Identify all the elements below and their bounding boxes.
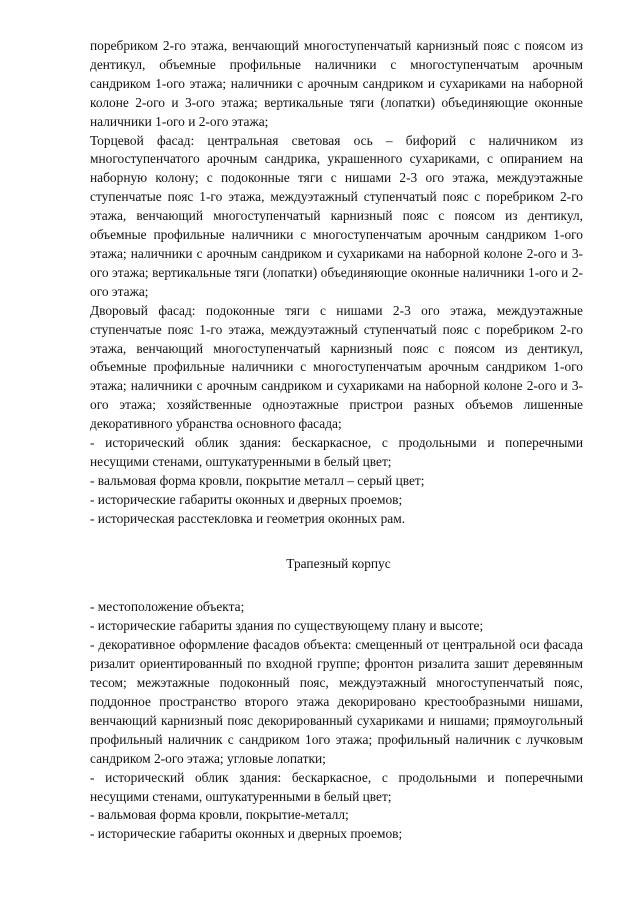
paragraph-main-facade-continuation: поребриком 2-го этажа, венчающий многоступенчатый карнизный пояс с поясом из дентикул, объемные профильные наличники с многоступенчатым арочным сандриком 1-ого этажа; наличники с арочным сандриком и сухариками на наборной колоне 2-ого и 3-ого этажа; вертикальные тяги (лопатки) объединяющие оконные наличники 1-ого и 2-ого этажа; [90,38,583,129]
list-item-historic-appearance: - исторический облик здания: бескаркасное, с продольными и поперечными несущими стенами, оштукатуренными в белый цвет; [90,435,583,469]
list-item-roof-form: - вальмовая форма кровли, покрытие металл – серый цвет; [90,472,425,488]
paragraph-courtyard-facade: Дворовый фасад: подоконные тяги с нишами 2-3 ого этажа, междуэтажные ступенчатые пояс 1-го этажа, междуэтажный ступенчатый пояс с поребриком 2-го этажа, венчающий многоступенчатый карнизный пояс с поясом из дентикул, объемные профильные наличники с многоступенчатым арочным сандриком 1-ого этажа; наличники с арочным сандриком и сухариками на наборной колоне 2-ого и 3-ого этажа; хозяйственные одноэтажные пристрои разных объемов лишенные декоративного убранства основного фасада; [90,302,583,432]
list-item-historic-appearance-refectory: - исторический облик здания: бескаркасное, с продольными и поперечными несущими стенами, оштукатуренными в белый цвет; [90,769,583,804]
list-item-building-dimensions: - исторические габариты здания по существующему плану и высоте; [90,618,484,634]
list-item-facade-decoration: - декоративное оформление фасадов объекта: смещенный от центральной оси фасада ризалит ориентированный по входной группе; фронтон ризалита зашит деревянным тесом; межэтажные подоконный пояс, междуэтажный многоступенчатый пояс, поддонное пространство второго этажа декорировано крестообразными нишами, венчающий карнизный пояс декорированный сухариками и нишами; прямоугольный профильный наличник с сандриком 1ого этажа; профильный наличник с лучковым сандриком 2-ого этажа; угловые лопатки; [90,637,583,766]
section-title: Трапезный корпус [286,555,391,571]
list-item-openings-dimensions: - исторические габариты оконных и дверных проемов; [90,491,403,507]
list-item-openings-dimensions-refectory: - исторические габариты оконных и дверных проемов; [90,826,403,842]
upper-section [90,37,583,529]
list-item-roof-form-refectory: - вальмовая форма кровли, покрытие-металл; [90,807,349,823]
list-item-window-glazing: - историческая расстекловка и геометрия оконных рам. [90,510,406,526]
document-page [90,37,583,844]
lower-section [90,598,583,844]
list-item-location: - местоположение объекта; [90,599,245,615]
paragraph-end-facade: Торцевой фасад: центральная световая ось – бифорий с наличником из многоступенчатого арочным сандрика, украшенного сухариками, с опиранием на наборную колону; с подоконные тяги с нишами 2-3 ого этажа, междуэтажные ступенчатые пояс 1-го этажа, междуэтажный ступенчатый пояс с поребриком 2-го этажа, венчающий многоступенчатый карнизный пояс с поясом из дентикул, объемные профильные наличники с многоступенчатым арочным сандриком 1-ого этажа; наличники с арочным сандриком и сухариками на наборной колоне 2-ого и 3-ого этажа; вертикальные тяги (лопатки) объединяющие оконные наличники 1-ого и 2-ого этажа; [90,132,583,299]
